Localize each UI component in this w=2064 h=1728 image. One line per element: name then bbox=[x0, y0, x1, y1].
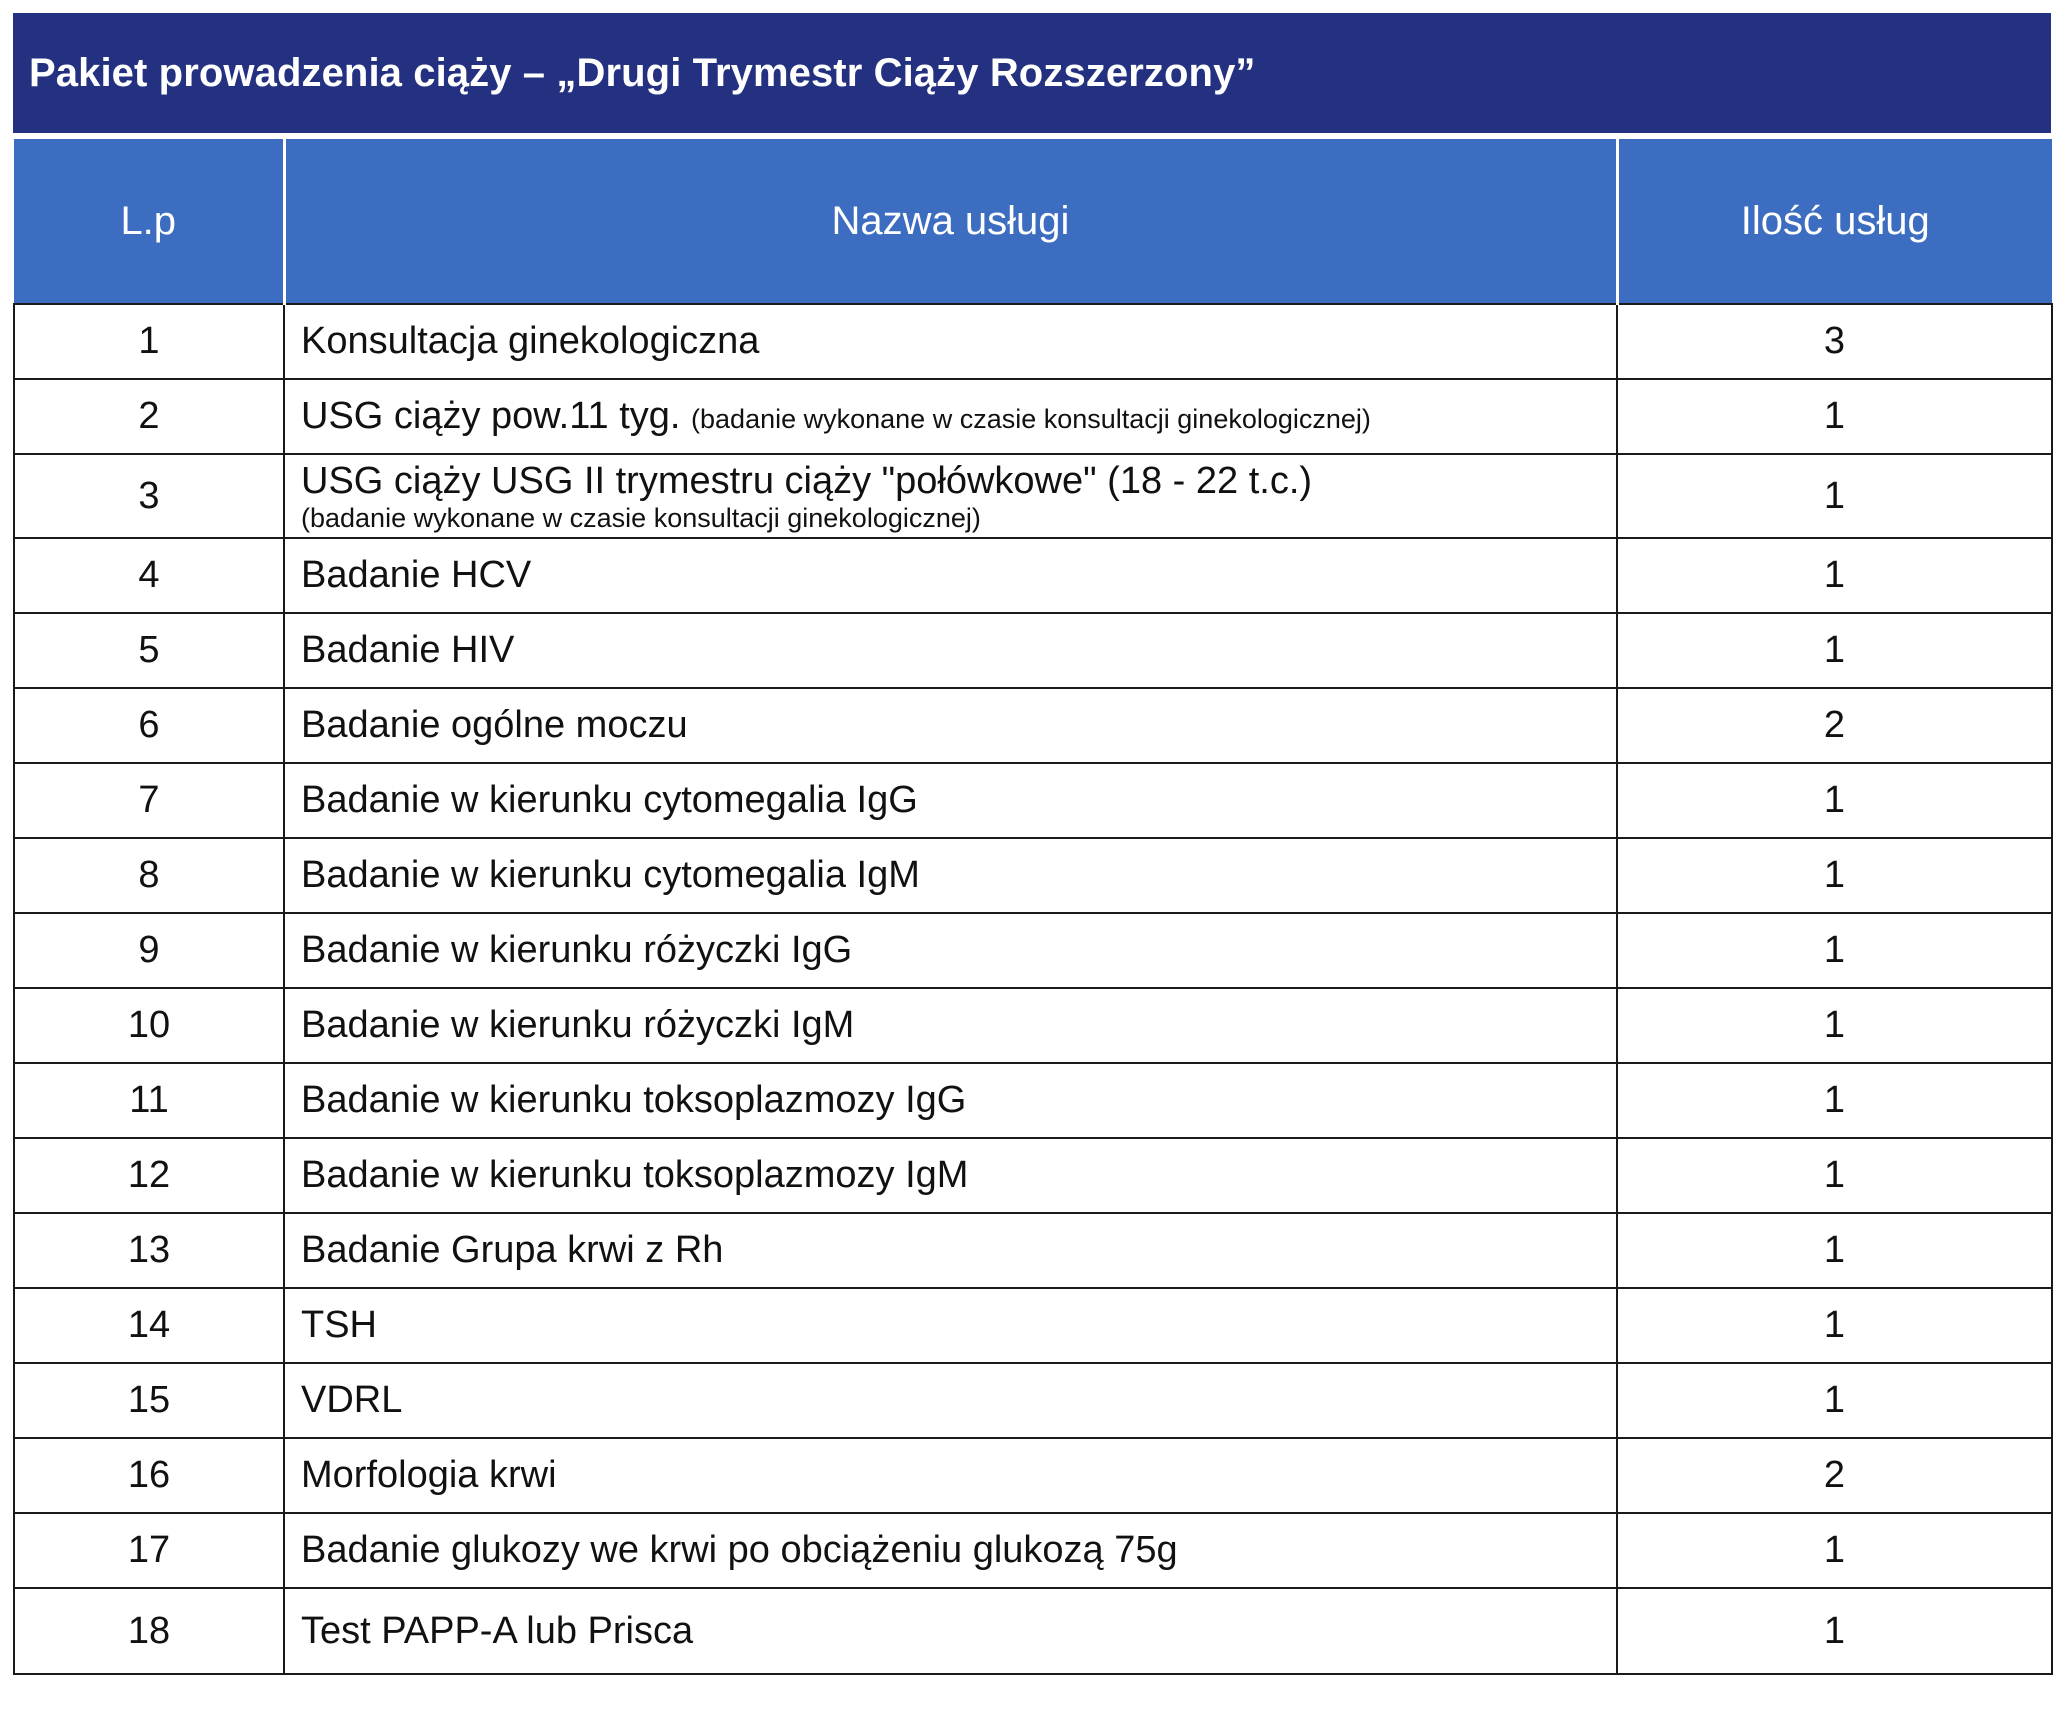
service-note: (badanie wykonane w czasie konsultacji ginekologicznej) bbox=[301, 503, 981, 533]
table-row bbox=[14, 1213, 2052, 1288]
service-name-cell bbox=[284, 1363, 1617, 1438]
service-quantity: 1 bbox=[1617, 538, 2052, 613]
table-row bbox=[14, 1138, 2052, 1213]
service-quantity: 2 bbox=[1617, 1438, 2052, 1513]
table-row bbox=[14, 1288, 2052, 1363]
row-number: 5 bbox=[14, 613, 284, 688]
row-number: 14 bbox=[14, 1288, 284, 1363]
service-quantity: 1 bbox=[1617, 1063, 2052, 1138]
row-number: 9 bbox=[14, 913, 284, 988]
service-name-cell bbox=[284, 379, 1617, 454]
service-name: Badanie ogólne moczu bbox=[301, 704, 688, 746]
table-row bbox=[14, 688, 2052, 763]
table-row bbox=[14, 1513, 2052, 1588]
row-number: 7 bbox=[14, 763, 284, 838]
service-name-cell bbox=[284, 1138, 1617, 1213]
service-name-cell bbox=[284, 613, 1617, 688]
service-name: USG ciąży USG II trymestru ciąży "połówkowe" (18 - 22 t.c.) bbox=[301, 460, 1313, 502]
service-quantity: 1 bbox=[1617, 379, 2052, 454]
table-body bbox=[14, 304, 2052, 1674]
row-number: 3 bbox=[14, 454, 284, 538]
row-number: 6 bbox=[14, 688, 284, 763]
table-row bbox=[14, 1063, 2052, 1138]
service-name: Badanie glukozy we krwi po obciążeniu glukozą 75g bbox=[301, 1529, 1178, 1571]
service-name-cell bbox=[284, 838, 1617, 913]
service-quantity: 1 bbox=[1617, 838, 2052, 913]
service-name: Badanie HIV bbox=[301, 629, 515, 671]
service-quantity: 1 bbox=[1617, 1213, 2052, 1288]
pricing-package-table-container bbox=[13, 13, 2051, 1675]
service-name: Badanie Grupa krwi z Rh bbox=[301, 1229, 724, 1271]
service-quantity: 1 bbox=[1617, 763, 2052, 838]
service-name-cell bbox=[284, 763, 1617, 838]
service-quantity: 1 bbox=[1617, 913, 2052, 988]
service-name-cell bbox=[284, 1588, 1617, 1674]
table-row bbox=[14, 1438, 2052, 1513]
service-note: (badanie wykonane w czasie konsultacji ginekologicznej) bbox=[691, 404, 1371, 434]
service-quantity: 1 bbox=[1617, 1513, 2052, 1588]
service-name: Badanie w kierunku różyczki IgM bbox=[301, 1004, 855, 1046]
service-name: USG ciąży pow.11 tyg. bbox=[301, 395, 681, 437]
table-row bbox=[14, 913, 2052, 988]
service-name-cell bbox=[284, 1438, 1617, 1513]
service-quantity: 1 bbox=[1617, 1138, 2052, 1213]
row-number: 15 bbox=[14, 1363, 284, 1438]
header-quantity: Ilość usług bbox=[1617, 139, 2052, 304]
service-quantity: 1 bbox=[1617, 1288, 2052, 1363]
table-row bbox=[14, 838, 2052, 913]
row-number: 12 bbox=[14, 1138, 284, 1213]
row-number: 11 bbox=[14, 1063, 284, 1138]
service-name: VDRL bbox=[301, 1379, 403, 1421]
service-name: Badanie HCV bbox=[301, 554, 532, 596]
package-title: Pakiet prowadzenia ciąży – „Drugi Trymestr Ciąży Rozszerzony” bbox=[13, 13, 2051, 133]
table-row bbox=[14, 763, 2052, 838]
table-header-row bbox=[14, 139, 2052, 304]
table-row bbox=[14, 613, 2052, 688]
service-quantity: 1 bbox=[1617, 1363, 2052, 1438]
header-service-name: Nazwa usługi bbox=[284, 139, 1617, 304]
row-number: 16 bbox=[14, 1438, 284, 1513]
service-quantity: 2 bbox=[1617, 688, 2052, 763]
row-number: 10 bbox=[14, 988, 284, 1063]
services-table bbox=[13, 139, 2053, 1675]
service-quantity: 1 bbox=[1617, 1588, 2052, 1674]
table-row bbox=[14, 454, 2052, 538]
service-name: Test PAPP-A lub Prisca bbox=[301, 1609, 694, 1652]
service-name: Morfologia krwi bbox=[301, 1454, 557, 1496]
row-number: 17 bbox=[14, 1513, 284, 1588]
service-name: Badanie w kierunku toksoplazmozy IgG bbox=[301, 1079, 967, 1121]
table-row bbox=[14, 379, 2052, 454]
row-number: 4 bbox=[14, 538, 284, 613]
row-number: 18 bbox=[14, 1588, 284, 1674]
service-name-cell bbox=[284, 913, 1617, 988]
service-name: Badanie w kierunku cytomegalia IgG bbox=[301, 779, 918, 821]
service-name-cell bbox=[284, 1063, 1617, 1138]
service-name-cell bbox=[284, 454, 1617, 538]
service-quantity: 3 bbox=[1617, 304, 2052, 379]
table-row bbox=[14, 1588, 2052, 1674]
service-name: Badanie w kierunku różyczki IgG bbox=[301, 929, 853, 971]
table-row bbox=[14, 538, 2052, 613]
service-name: Konsultacja ginekologiczna bbox=[301, 320, 760, 362]
row-number: 8 bbox=[14, 838, 284, 913]
row-number: 2 bbox=[14, 379, 284, 454]
service-name: TSH bbox=[301, 1304, 377, 1346]
table-row bbox=[14, 988, 2052, 1063]
service-name-cell bbox=[284, 1288, 1617, 1363]
service-name: Badanie w kierunku cytomegalia IgM bbox=[301, 854, 920, 896]
service-quantity: 1 bbox=[1617, 988, 2052, 1063]
service-name-cell bbox=[284, 1513, 1617, 1588]
table-row bbox=[14, 1363, 2052, 1438]
row-number: 13 bbox=[14, 1213, 284, 1288]
service-name-cell bbox=[284, 304, 1617, 379]
service-name-cell bbox=[284, 988, 1617, 1063]
header-lp: L.p bbox=[14, 139, 284, 304]
service-name-cell bbox=[284, 538, 1617, 613]
service-name-cell bbox=[284, 1213, 1617, 1288]
table-row bbox=[14, 304, 2052, 379]
service-name-cell bbox=[284, 688, 1617, 763]
row-number: 1 bbox=[14, 304, 284, 379]
service-quantity: 1 bbox=[1617, 454, 2052, 538]
service-name: Badanie w kierunku toksoplazmozy IgM bbox=[301, 1154, 969, 1196]
service-quantity: 1 bbox=[1617, 613, 2052, 688]
